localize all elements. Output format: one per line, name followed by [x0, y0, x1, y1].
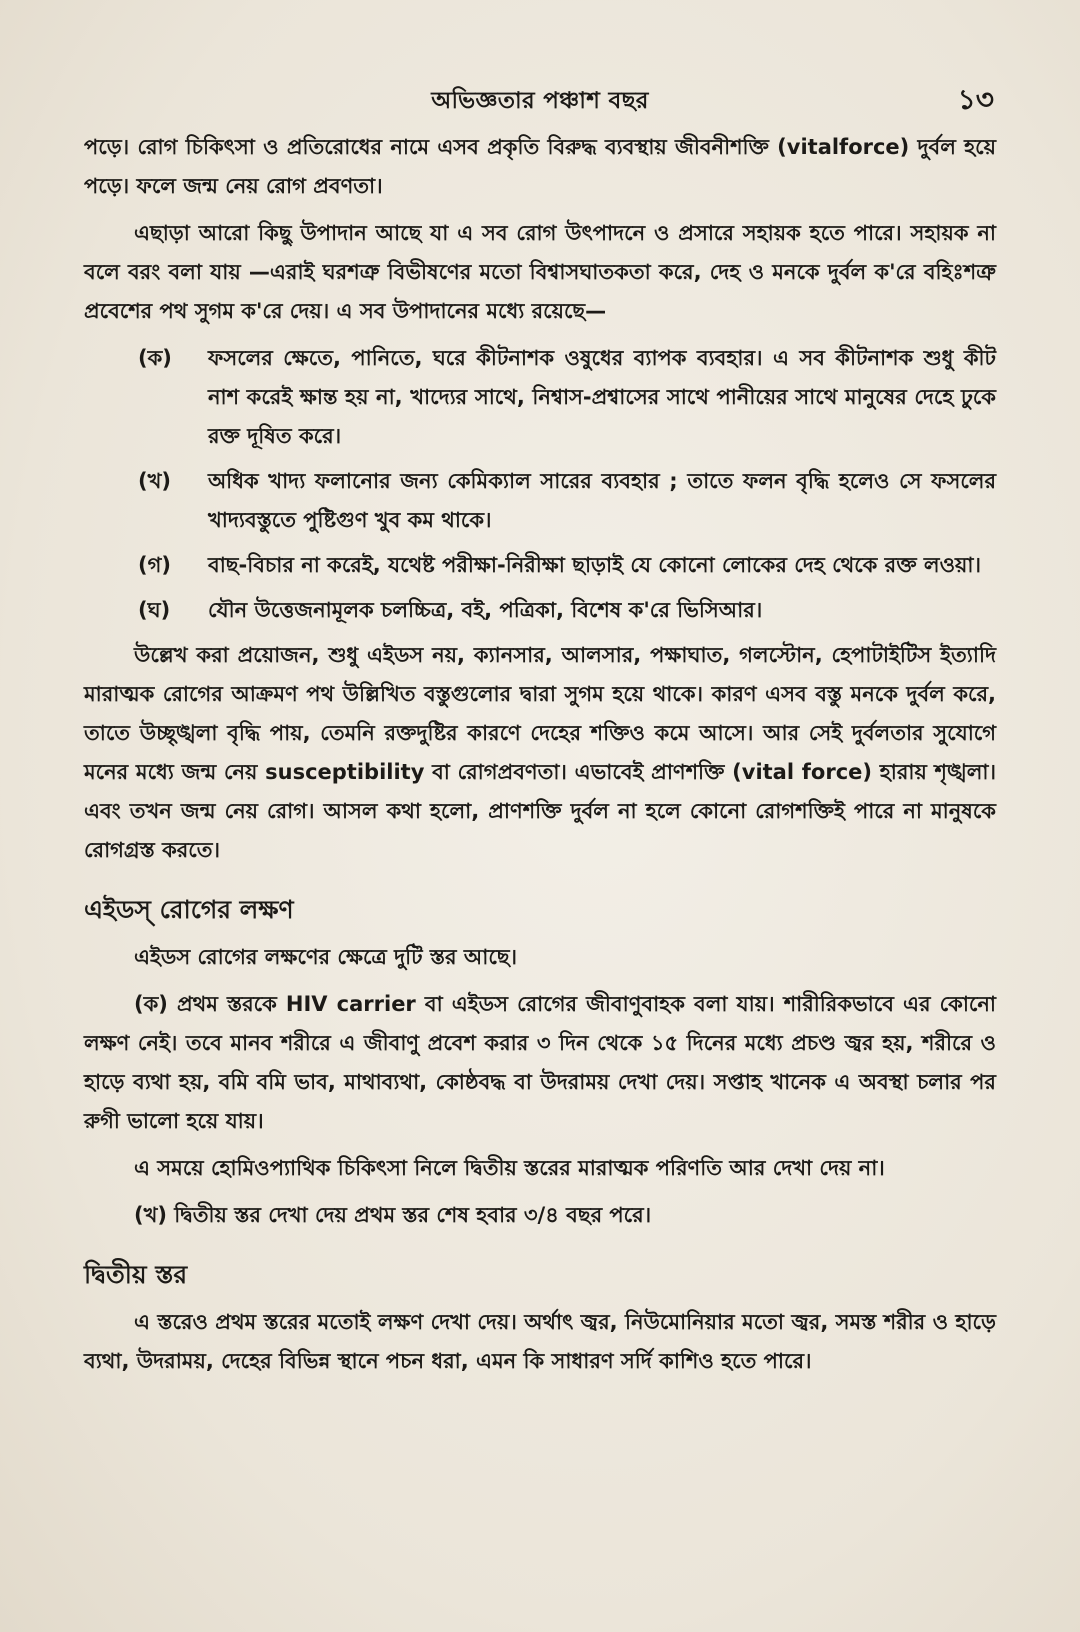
section-heading-aids-symptoms: এইডস্ রোগের লক্ষণ — [84, 895, 294, 924]
list-item — [84, 339, 996, 456]
list-item-label: (ক) — [138, 346, 172, 370]
list-item-text: যৌন উত্তেজনামূলক চলচ্চিত্র, বই, পত্রিকা, বিশেষ ক'রে ভিসিআর। — [208, 598, 763, 622]
list-item-label: (ঘ) — [138, 598, 171, 622]
page-header — [0, 82, 1080, 116]
paragraph-contributing-factors: এছাড়া আরো কিছু উপাদান আছে যা এ সব রোগ উৎপাদনে ও প্রসারে সহায়ক হতে পারে। সহায়ক না বলে বরং বলা যায় —এরাই ঘরশত্রু বিভীষণের মতো বিশ্বাসঘাতকতা করে, দেহ ও মনকে দুর্বল ক'রে বহিঃশত্রু প্রবেশের পথ সুগম ক'রে দেয়। এ সব উপাদানের মধ্যে রয়েছে— — [84, 221, 996, 323]
list-item — [84, 591, 996, 630]
running-title: অভিজ্ঞতার পঞ্চাশ বছর — [431, 88, 649, 114]
paragraph-disease-pathways: উল্লেখ করা প্রয়োজন, শুধু এইডস নয়, ক্যানসার, আলসার, পক্ষাঘাত, গলস্টোন, হেপাটাইটিস ইত্যাদি মারাত্মক রোগের আক্রমণ পথ উল্লিখিত বস্তুগুলোর দ্বারা সুগম হয়ে থাকে। কারণ এসব বস্তু মনকে দুর্বল করে, তাতে উচ্ছৃঙ্খলা বৃদ্ধি পায়, তেমনি রক্তদুষ্টির কারণে দেহের শক্তিও কমে আসে। আর সেই দুর্বলতার সুযোগে মনের মধ্যে জন্ম নেয় susceptibility বা রোগপ্রবণতা। এভাবেই প্রাণশক্তি (vital force) হারায় শৃঙ্খলা। এবং তখন জন্ম নেয় রোগ। আসল কথা হলো, প্রাণশক্তি দুর্বল না হলে কোনো রোগশক্তিই পারে না মানুষকে রোগগ্রস্ত করতে। — [84, 643, 996, 862]
list-item-label: (খ) — [138, 469, 171, 493]
list-item-text: ফসলের ক্ষেতে, পানিতে, ঘরে কীটনাশক ওষুধের ব্যাপক ব্যবহার। এ সব কীটনাশক শুধু কীট নাশ করেই ক্ষান্ত হয় না, খাদ্যের সাথে, নিশ্বাস-প্রশ্বাসের সাথে পানীয়ের সাথে মানুষের দেহে ঢুকে রক্ত দূষিত করে। — [208, 346, 996, 448]
list-item-text: বাছ-বিচার না করেই, যথেষ্ট পরীক্ষা-নিরীক্ষা ছাড়াই যে কোনো লোকের দেহ থেকে রক্ত লওয়া। — [208, 553, 981, 577]
list-item-label: (গ) — [138, 553, 171, 577]
paragraph-homeopathy-note: এ সময়ে হোমিওপ্যাথিক চিকিৎসা নিলে দ্বিতীয় স্তরের মারাত্মক পরিণতি আর দেখা দেয় না। — [134, 1156, 885, 1180]
paragraph-second-stage: এ স্তরেও প্রথম স্তরের মতোই লক্ষণ দেখা দেয়। অর্থাৎ জ্বর, নিউমোনিয়ার মতো জ্বর, সমস্ত শরীর ও হাড়ে ব্যথা, উদরাময়, দেহের বিভিন্ন স্থানে পচন ধরা, এমন কি সাধারণ সর্দি কাশিও হতে পারে। — [84, 1310, 996, 1373]
section-heading-second-stage: দ্বিতীয় স্তর — [84, 1260, 188, 1289]
page-body — [84, 128, 996, 1389]
factor-list — [84, 339, 996, 630]
list-item — [84, 546, 996, 585]
paragraph-continuation: পড়ে। রোগ চিকিৎসা ও প্রতিরোধের নামে এসব প্রকৃতি বিরুদ্ধ ব্যবস্থায় জীবনীশক্তি (vitalforce) দুর্বল হয়ে পড়ে। ফলে জন্ম নেয় রোগ প্রবণতা। — [84, 135, 996, 198]
paragraph-stages-intro: এইডস রোগের লক্ষণের ক্ষেত্রে দুটি স্তর আছে। — [134, 945, 518, 969]
list-item — [84, 462, 996, 540]
list-item-text: অধিক খাদ্য ফলানোর জন্য কেমিক্যাল সারের ব্যবহার ; তাতে ফলন বৃদ্ধি হলেও সে ফসলের খাদ্যবস্তুতে পুষ্টিগুণ খুব কম থাকে। — [208, 469, 996, 532]
paragraph-second-stage-onset: (খ) দ্বিতীয় স্তর দেখা দেয় প্রথম স্তর শেষ হবার ৩/৪ বছর পরে। — [134, 1203, 652, 1227]
page-number: ১৩ — [957, 83, 994, 116]
paragraph-first-stage: (ক) প্রথম স্তরকে HIV carrier বা এইডস রোগের জীবাণুবাহক বলা যায়। শারীরিকভাবে এর কোনো লক্ষণ নেই। তবে মানব শরীরে এ জীবাণু প্রবেশ করার ৩ দিন থেকে ১৫ দিনের মধ্যে প্রচণ্ড জ্বর হয়, শরীরে ও হাড়ে ব্যথা হয়, বমি বমি ভাব, মাথাব্যথা, কোষ্ঠবদ্ধ বা উদরাময় দেখা দেয়। সপ্তাহ খানেক এ অবস্থা চলার পর রুগী ভালো হয়ে যায়। — [84, 992, 996, 1133]
